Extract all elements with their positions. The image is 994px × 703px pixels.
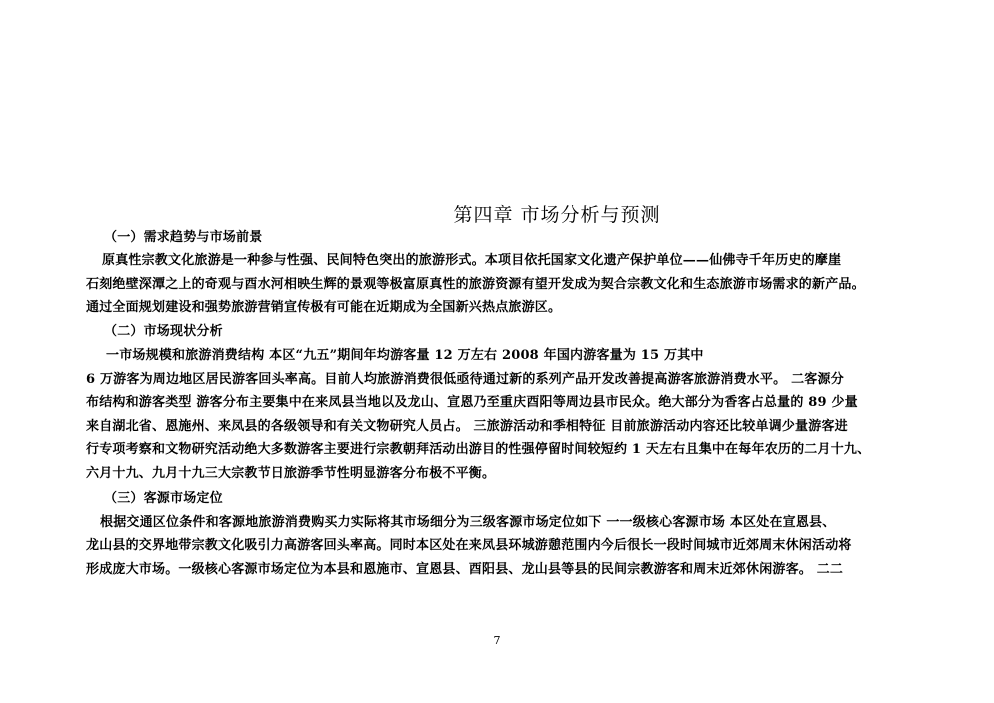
paragraph-line: 一市场规模和旅游消费结构 本区“九五”期间年均游客量 12 万左右 2008 年国内游客量为 15 万其中 <box>106 348 704 363</box>
paragraph-line: 龙山县的交界地带宗教文化吸引力高游客回头率高。同时本区处在来凤县环城游憩范围内今后很长一段时间城市近郊周末休闲活动将 <box>86 538 852 553</box>
paragraph-line: 六月十九、九月十九三大宗教节日旅游季节性明显游客分布极不平衡。 <box>86 466 496 481</box>
paragraph-line: 石刻绝壁深潭之上的奇观与酉水河相映生辉的景观等极富原真性的旅游资源有望开发成为契合宗教文化和生态旅游市场需求的新产品。 <box>86 277 865 292</box>
paragraph-line: 原真性宗教文化旅游是一种参与性强、民间特色突出的旅游形式。本项目依托国家文化遗产保护单位——仙佛寺千年历史的摩崖 <box>102 253 842 268</box>
paragraph-line: 通过全面规划建设和强势旅游营销宣传极有可能在近期成为全国新兴热点旅游区。 <box>86 300 562 315</box>
paragraph-line: 根据交通区位条件和客源地旅游消费购买力实际将其市场细分为三级客源市场定位如下 一一级核心客源市场 本区处在宣恩县、 <box>100 515 836 530</box>
page-number: 7 <box>493 634 501 647</box>
section-heading-1: （一）需求趋势与市场前景 <box>104 230 263 245</box>
paragraph-line: 来自湖北省、恩施州、来凤县的各级领导和有关文物研究人员占。 三旅游活动和季相特征 目前旅游活动内容还比较单调少量游客进 <box>86 419 848 434</box>
section-heading-2: （二）市场现状分析 <box>104 324 223 339</box>
paragraph-line: 布结构和游客类型 游客分布主要集中在来凤县当地以及龙山、宣恩乃至重庆酉阳等周边县市民众。绝大部分为香客占总量的 89 少量 <box>86 395 858 410</box>
paragraph-line: 行专项考察和文物研究活动绝大多数游客主要进行宗教朝拜活动出游目的性强停留时间较短约 1 天左右且集中在每年农历的二月十九、 <box>86 442 871 457</box>
section-heading-3: （三）客源市场定位 <box>104 491 223 506</box>
chapter-title: 第四章 市场分析与预测 <box>453 204 661 226</box>
paragraph-line: 形成庞大市场。一级核心客源市场定位为本县和恩施市、宣恩县、酉阳县、龙山县等县的民间宗教游客和周末近郊休闲游客。 二二 <box>86 562 844 577</box>
paragraph-line: 6 万游客为周边地区居民游客回头率高。目前人均旅游消费很低亟待通过新的系列产品开发改善提高游客旅游消费水平。 二客源分 <box>86 372 844 387</box>
